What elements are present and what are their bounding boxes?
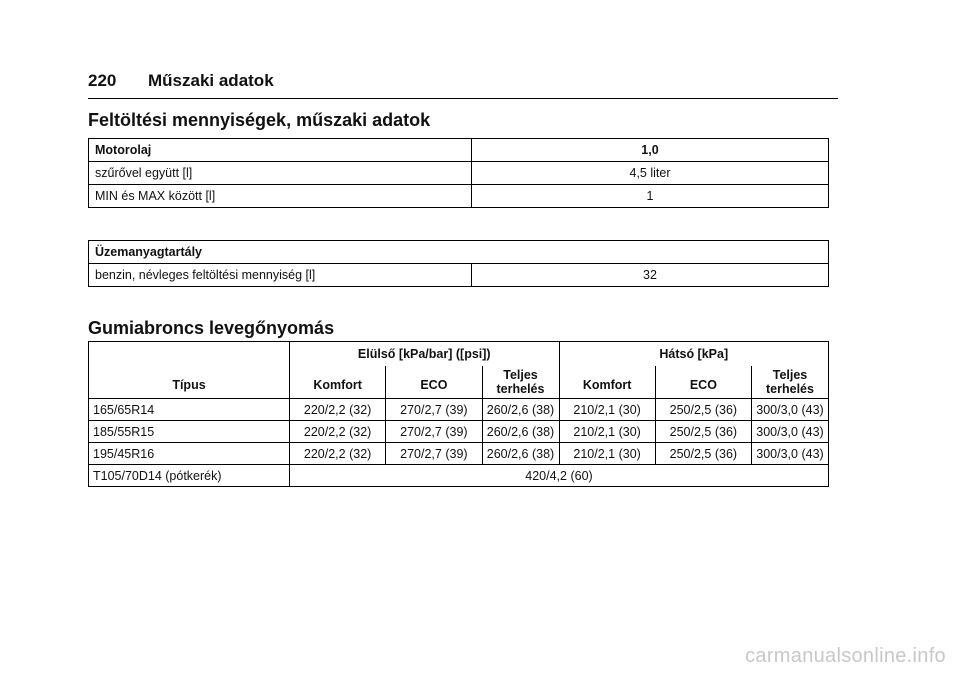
table-cell: 210/2,1 (30): [559, 421, 655, 443]
table-cell: 250/2,5 (36): [655, 443, 751, 465]
table-cell: 4,5 liter: [472, 162, 829, 185]
table-cell: szűrővel együtt [l]: [89, 162, 472, 185]
table-cell: 220/2,2 (32): [290, 443, 386, 465]
table-cell: 270/2,7 (39): [386, 443, 482, 465]
table-row: [89, 421, 829, 443]
table-row: [89, 264, 829, 287]
page-number: 220: [88, 71, 117, 90]
column-group-front: Elülső [kPa/bar] ([psi]): [290, 342, 560, 367]
fuel-tank-table: [88, 240, 829, 287]
table-cell: 210/2,1 (30): [559, 443, 655, 465]
table-header-cell: 1,0: [472, 139, 829, 162]
table-cell: 220/2,2 (32): [290, 421, 386, 443]
table-cell: 420/4,2 (60): [290, 465, 829, 487]
page-header: [88, 70, 838, 99]
table-cell: 1: [472, 185, 829, 208]
engine-oil-table: [88, 138, 829, 208]
column-header: ECO: [655, 366, 751, 399]
table-row: [89, 185, 829, 208]
tyre-pressure-table: [88, 341, 829, 487]
table-cell: T105/70D14 (pótkerék): [89, 465, 290, 487]
table-cell: 165/65R14: [89, 399, 290, 421]
table-cell: 270/2,7 (39): [386, 421, 482, 443]
table-cell: 195/45R16: [89, 443, 290, 465]
heading-capacities: Feltöltési mennyiségek, műszaki adatok: [88, 110, 431, 130]
table-header-row: [89, 342, 829, 367]
table-cell: MIN és MAX között [l]: [89, 185, 472, 208]
table-cell: 300/3,0 (43): [752, 399, 829, 421]
column-header: Teljes terhelés: [482, 366, 559, 399]
table-header-cell: Motorolaj: [89, 139, 472, 162]
table-row: [89, 443, 829, 465]
column-header: Komfort: [290, 366, 386, 399]
heading-tyre-pressure: Gumiabroncs levegőnyomás: [88, 318, 335, 338]
column-header: Komfort: [559, 366, 655, 399]
table-header-cell: Üzemanyagtartály: [89, 241, 829, 264]
table-header-row: [89, 139, 829, 162]
table-cell: 270/2,7 (39): [386, 399, 482, 421]
table-cell: 300/3,0 (43): [752, 421, 829, 443]
table-cell: 260/2,6 (38): [482, 421, 559, 443]
table-cell: 220/2,2 (32): [290, 399, 386, 421]
table-cell: 260/2,6 (38): [482, 399, 559, 421]
table-cell: 260/2,6 (38): [482, 443, 559, 465]
table-row: [89, 465, 829, 487]
column-header: ECO: [386, 366, 482, 399]
table-cell: 32: [472, 264, 829, 287]
table-cell: 300/3,0 (43): [752, 443, 829, 465]
table-cell: benzin, névleges feltöltési mennyiség [l]: [89, 264, 472, 287]
watermark: carmanualsonline.info: [745, 645, 946, 667]
column-header: Teljes terhelés: [752, 366, 829, 399]
table-cell: 210/2,1 (30): [559, 399, 655, 421]
column-header-type: Típus: [89, 342, 290, 399]
table-row: [89, 162, 829, 185]
table-cell: 250/2,5 (36): [655, 399, 751, 421]
column-group-rear: Hátsó [kPa]: [559, 342, 829, 367]
table-header-row: [89, 241, 829, 264]
section-title: Műszaki adatok: [148, 71, 274, 90]
table-cell: 250/2,5 (36): [655, 421, 751, 443]
table-row: [89, 399, 829, 421]
table-cell: 185/55R15: [89, 421, 290, 443]
